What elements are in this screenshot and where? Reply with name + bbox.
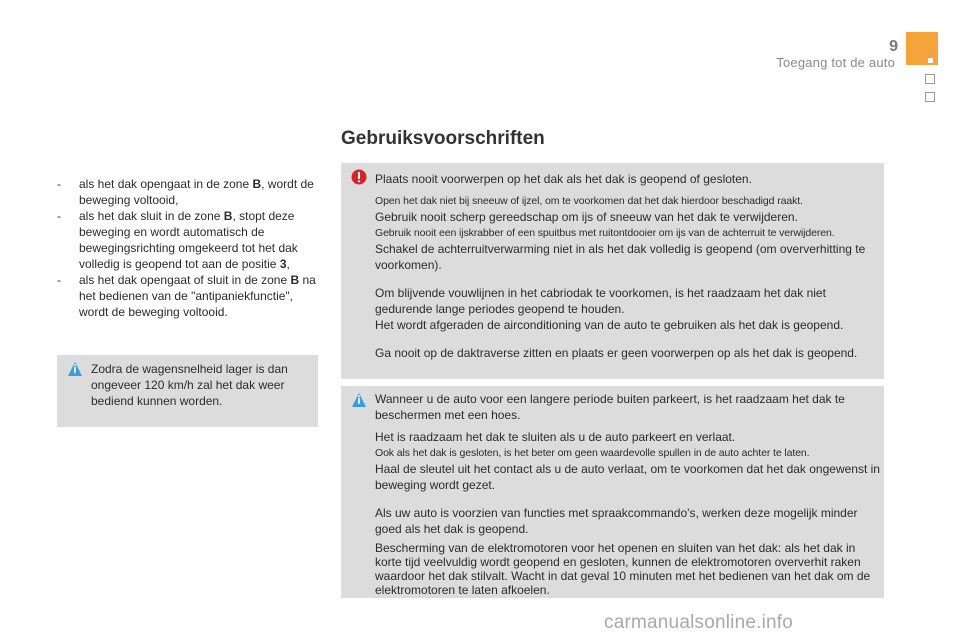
info-text: Haal de sleutel uit het contact als u de auto verlaat, om te voorkomen dat het dak ongewenst in beweging wordt gezet.	[375, 462, 880, 492]
bullet-text: , wordt de beweging voltooid,	[79, 177, 314, 207]
warning-text: Gebruik nooit een ijskrabber of een spuitbus met ruitontdooier om ijs van de achterruit te verwijderen.	[375, 227, 835, 239]
warning-text: Open het dak niet bij sneeuw of ijzel, om te voorkomen dat het dak hierdoor beschadigd raakt.	[375, 195, 803, 207]
chapter-tab	[906, 32, 938, 65]
warning-text: Gebruik nooit scherp gereedschap om ijs of sneeuw van het dak te verwijderen.	[375, 210, 798, 224]
zone-label: B	[252, 177, 262, 191]
bullet-text: ,	[286, 257, 290, 271]
bullet-text: na het bedienen van de "antipaniekfunctie", wordt de beweging voltooid.	[79, 273, 316, 319]
info-text: Ook als het dak is gesloten, is het beter om geen waardevolle spullen in de auto achter te laten.	[375, 447, 810, 459]
page-heading: Gebruiksvoorschriften	[341, 128, 545, 149]
bullet-text: als het dak sluit in de zone	[79, 209, 224, 223]
page-number: 9	[889, 38, 898, 55]
warning-icon	[351, 169, 367, 185]
list-item	[57, 272, 322, 320]
chapter-tab-marker	[928, 58, 933, 63]
info-icon	[351, 392, 367, 408]
chapter-tab-empty-2	[925, 92, 935, 102]
bullet-dash: -	[57, 177, 61, 191]
info-text: Wanneer u de auto voor een langere periode buiten parkeert, is het raadzaam het dak te beschermen met een hoes.	[375, 392, 845, 422]
bullet-text: , stopt deze beweging en wordt automatisch de bewegingsrichting omgekeerd tot het dak volledig is geopend tot aan de positie	[79, 209, 298, 271]
warning-text: Om blijvende vouwlijnen in het cabriodak te voorkomen, is het raadzaam het dak niet gedurende lange periodes geopend te houden.	[375, 286, 826, 316]
warning-text: Het wordt afgeraden de airconditioning van de auto te gebruiken als het dak is geopend.	[375, 318, 844, 332]
zone-label: B	[290, 273, 300, 287]
bullet-text: als het dak opengaat of sluit in de zone	[79, 273, 291, 287]
list-item	[57, 208, 322, 272]
warning-text: Plaats nooit voorwerpen op het dak als het dak is geopend of gesloten.	[375, 172, 752, 186]
section-title: Toegang tot de auto	[776, 55, 895, 70]
chapter-tab-empty-1	[925, 74, 935, 84]
info-box-parking	[341, 386, 884, 598]
info-text: Het is raadzaam het dak te sluiten als u de auto parkeert en verlaat.	[375, 430, 736, 444]
info-text: Als uw auto is voorzien van functies met spraakcommando's, werken deze mogelijk minder goed als het dak is geopend.	[375, 506, 858, 536]
zone-label: B	[223, 209, 233, 223]
position-label: 3	[279, 257, 287, 271]
info-icon	[67, 361, 83, 377]
info-box-speed	[57, 355, 318, 427]
bullet-list	[57, 176, 322, 320]
info-text: Bescherming van de elektromotoren voor het openen en sluiten van het dak: als het dak in korte tijd veelvuldig wordt geopend en gesloten, kunnen de elektromotoren oververhit raken waardoor het dak stilvalt. Wacht in dat geval 10 minuten met het bedienen van het dak om de elektromotoren te laten afkoelen.	[375, 541, 871, 597]
warning-text: Schakel de achterruitverwarming niet in als het dak volledig is geopend (om oververhitting te voorkomen).	[375, 242, 866, 272]
warning-box	[341, 163, 884, 379]
bullet-text: als het dak opengaat in de zone	[79, 177, 253, 191]
info-text: Zodra de wagensnelheid lager is dan ongeveer 120 km/h zal het dak weer bediend kunnen worden.	[91, 362, 288, 408]
watermark: carmanualsonline.info	[604, 612, 794, 633]
bullet-dash: -	[57, 209, 61, 223]
list-item	[57, 176, 322, 208]
warning-text: Ga nooit op de daktraverse zitten en plaats er geen voorwerpen op als het dak is geopend.	[375, 346, 858, 360]
bullet-dash: -	[57, 273, 61, 287]
